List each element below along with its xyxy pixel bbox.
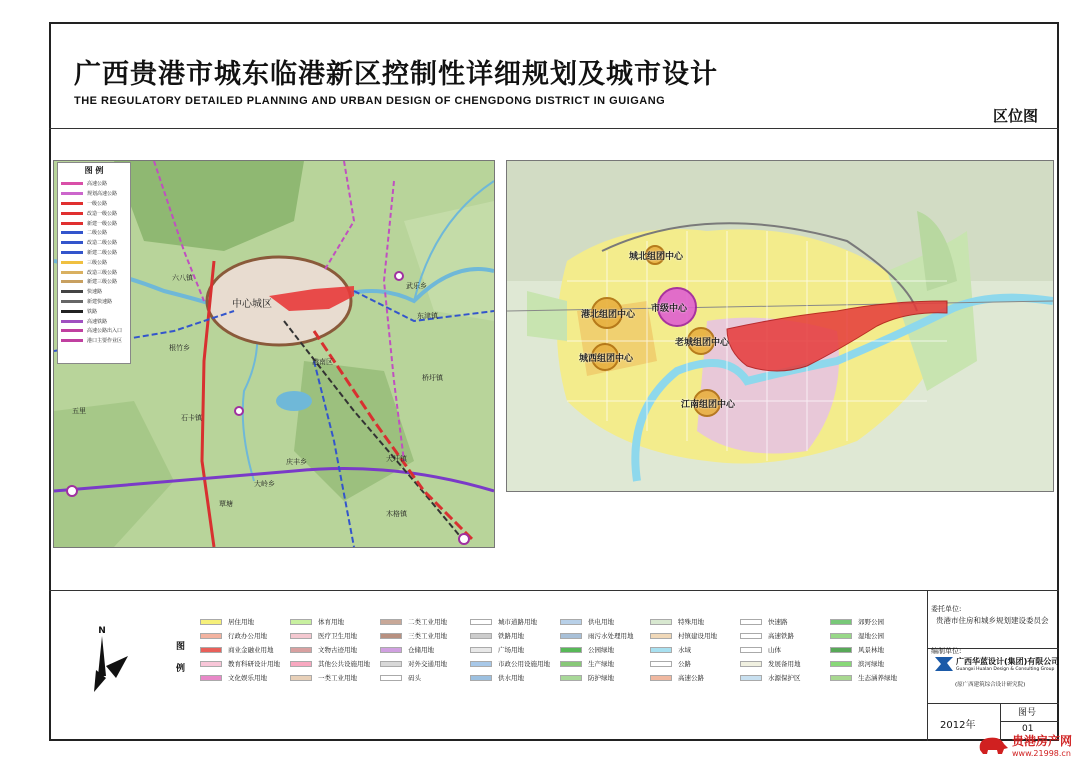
inset-legend: [57, 162, 131, 364]
legend-item: [740, 673, 801, 682]
map-place-label: 大圩镇: [386, 455, 407, 463]
map-place-label: 五里: [72, 407, 86, 415]
legend-item: [380, 631, 447, 640]
legend-swatch: [740, 633, 762, 639]
legend-item: [200, 659, 280, 668]
inset-legend-swatch: [61, 290, 83, 293]
legend-label: 对外交通用地: [408, 660, 447, 668]
legend-label: 供水用地: [498, 674, 524, 682]
map-place-label: 港南区: [312, 358, 333, 366]
legend-swatch: [830, 661, 852, 667]
legend-label: 教育科研设计用地: [228, 660, 280, 668]
legend-swatch: [830, 619, 852, 625]
north-arrow: [92, 626, 132, 696]
legend-item: [470, 631, 524, 640]
inset-legend-swatch: [61, 192, 83, 195]
inset-legend-swatch: [61, 310, 83, 313]
legend-swatch: [290, 633, 312, 639]
legend-item: [290, 617, 344, 626]
sheet-number-rule: [1000, 721, 1059, 722]
legend-swatch: [560, 633, 582, 639]
legend-label: 其他公共设施用地: [318, 660, 370, 668]
legend-label: 高速铁路: [768, 632, 794, 640]
inset-legend-item: [58, 267, 130, 277]
page-title-english: THE REGULATORY DETAILED PLANNING AND URBAN DESIGN OF CHENGDONG DISTRICT IN GUIGANG: [74, 95, 666, 107]
legend-swatch: [560, 675, 582, 681]
center-label: 港北组团中心: [581, 310, 636, 320]
inset-legend-label: 改造一级公路: [87, 210, 118, 217]
legend-swatch: [650, 619, 672, 625]
inset-legend-item: [58, 199, 130, 209]
inset-legend-item: [58, 297, 130, 307]
inset-legend-item: [58, 336, 130, 346]
legend-label: 公园绿地: [588, 646, 614, 654]
inset-legend-swatch: [61, 241, 83, 244]
inset-legend-item: [58, 306, 130, 316]
inset-legend-swatch: [61, 320, 83, 323]
legend-swatch: [290, 661, 312, 667]
legend-swatch: [650, 633, 672, 639]
legend-item: [200, 645, 274, 654]
map-place-label: 东津镇: [417, 312, 438, 320]
inset-legend-swatch: [61, 231, 83, 234]
legend-swatch: [740, 647, 762, 653]
title-divider: [49, 128, 1059, 129]
inset-legend-swatch: [61, 202, 83, 205]
legend-item: [740, 645, 781, 654]
legend-swatch: [830, 647, 852, 653]
map-place-label: 桥圩镇: [422, 374, 443, 382]
inset-legend-label: 规划高速公路: [87, 191, 118, 198]
legend-item: [650, 645, 691, 654]
legend-label: 医疗卫生用地: [318, 632, 357, 640]
map-place-label: 中心城区: [232, 299, 272, 310]
legend-label: 行政办公用地: [228, 632, 267, 640]
legend-item: [650, 631, 717, 640]
center-label: 老城组团中心: [675, 338, 730, 348]
sheet-title: 区位图: [993, 107, 1039, 125]
legend-swatch: [200, 619, 222, 625]
inset-legend-item: [58, 218, 130, 228]
client-name: 贵港市住房和城乡规划建设委员会: [936, 616, 1049, 625]
legend-item: [470, 645, 524, 654]
legend-label: 雨污水处理用地: [588, 632, 634, 640]
legend-swatch: [740, 619, 762, 625]
legend-swatch: [290, 647, 312, 653]
map-place-label: 大岭乡: [254, 480, 275, 488]
legend-label: 滨河绿地: [858, 660, 884, 668]
legend-label: 仓储用地: [408, 646, 434, 654]
inset-legend-label: 高速公路: [87, 181, 108, 188]
inset-legend-title: 图 例: [84, 166, 104, 175]
inset-legend-item: [58, 179, 130, 189]
sheet-number: 01: [1022, 724, 1034, 734]
center-label: 市级中心: [651, 304, 688, 314]
legend-item: [830, 659, 884, 668]
legend-swatch: [470, 647, 492, 653]
legend-swatch: [380, 661, 402, 667]
legend-item: [650, 617, 704, 626]
legend-swatch: [560, 619, 582, 625]
legend-label: 快速路: [768, 618, 788, 626]
legend-swatch: [380, 675, 402, 681]
legend-label: 码头: [408, 674, 421, 682]
legend-swatch: [200, 675, 222, 681]
inset-legend-label: 高速公路出入口: [87, 328, 123, 335]
legend-swatch: [200, 647, 222, 653]
legend-swatch: [560, 661, 582, 667]
inset-legend-item: [58, 326, 130, 336]
page-title: 广西贵港市城东临港新区控制性详细规划及城市设计: [74, 59, 718, 90]
sheet-number-label: 图号: [1018, 708, 1037, 718]
legend-swatch: [740, 675, 762, 681]
inset-legend-item: [58, 238, 130, 248]
inset-legend-label: 港口主要作业区: [87, 338, 123, 345]
legend-swatch: [650, 647, 672, 653]
legend-item: [650, 659, 691, 668]
legend-swatch: [740, 661, 762, 667]
watermark-url: www.21998.cn: [1011, 749, 1071, 758]
inset-legend-item: [58, 316, 130, 326]
legend-item: [560, 617, 614, 626]
legend-label: 高速公路: [678, 674, 704, 682]
legend-label: 文物古迹用地: [318, 646, 357, 654]
legend-label: 郊野公园: [858, 618, 884, 626]
inset-legend-swatch: [61, 271, 83, 274]
legend-item: [560, 645, 614, 654]
legend-item: [830, 645, 884, 654]
legend-item: [560, 673, 614, 682]
info-divider: [927, 590, 928, 741]
legend-swatch: [380, 619, 402, 625]
center-label: 江南组团中心: [681, 400, 736, 410]
legend-swatch: [470, 675, 492, 681]
inset-legend-label: 二级公路: [87, 230, 108, 237]
legend-item: [380, 673, 421, 682]
legend-item: [200, 673, 267, 682]
elephant-logo-icon: [976, 734, 1010, 756]
legend-item: [470, 659, 550, 668]
company-logo-icon: [935, 657, 953, 671]
inset-legend-label: 快速路: [87, 289, 103, 296]
legend-label: 城市道路用地: [498, 618, 537, 626]
map-place-label: 根竹乡: [169, 344, 190, 352]
designer-block: [935, 656, 1059, 672]
inset-legend-item: [58, 208, 130, 218]
legend-item: [830, 631, 884, 640]
inset-legend-label: 新建快速路: [87, 298, 113, 305]
north-label: N: [98, 626, 106, 636]
inset-legend-item: [58, 189, 130, 199]
legend-label: 村镇建设用地: [678, 632, 717, 640]
legend-label: 商业金融业用地: [228, 646, 274, 654]
legend-item: [740, 631, 794, 640]
center-label: 城北组团中心: [629, 252, 684, 262]
legend-swatch: [200, 633, 222, 639]
legend-item: [830, 617, 884, 626]
north-arrow-icon: [92, 636, 132, 692]
inset-legend-label: 新建二级公路: [87, 249, 118, 256]
land-use-legend: [200, 617, 910, 689]
legend-item: [830, 673, 897, 682]
inset-legend-label: 高速铁路: [87, 318, 108, 325]
legend-swatch: [380, 633, 402, 639]
inset-legend-swatch: [61, 182, 83, 185]
inset-legend-swatch: [61, 261, 83, 264]
legend-label: 湿地公园: [858, 632, 884, 640]
legend-label: 广场用地: [498, 646, 524, 654]
map-place-label: 武乐乡: [406, 282, 427, 290]
legend-label: 三类工业用地: [408, 632, 447, 640]
legend-label: 防护绿地: [588, 674, 614, 682]
map-place-label: 六八镇: [172, 274, 193, 282]
legend-item: [380, 645, 434, 654]
legend-item: [200, 617, 254, 626]
inset-legend-swatch: [61, 251, 83, 254]
legend-item: [200, 631, 267, 640]
legend-item: [290, 673, 357, 682]
legend-swatch: [290, 675, 312, 681]
designer-label: 编制单位:: [931, 647, 962, 655]
legend-swatch: [470, 633, 492, 639]
info-rule-2: [927, 703, 1059, 704]
inset-legend-item: [58, 257, 130, 267]
legend-label: 市政公用设施用地: [498, 660, 550, 668]
legend-label: 体育用地: [318, 618, 344, 626]
inset-legend-swatch: [61, 212, 83, 215]
inset-legend-label: 新建三级公路: [87, 279, 118, 286]
legend-label: 铁路用地: [498, 632, 524, 640]
legend-label: 发展备用地: [768, 660, 801, 668]
legend-item: [740, 617, 788, 626]
legend-label: 特殊用地: [678, 618, 704, 626]
legend-divider: [49, 590, 1059, 591]
legend-swatch: [470, 661, 492, 667]
legend-label: 供电用地: [588, 618, 614, 626]
legend-swatch: [830, 675, 852, 681]
map-place-label: 庆丰乡: [286, 458, 307, 466]
center-label: 城西组团中心: [579, 354, 634, 364]
inset-legend-swatch: [61, 329, 83, 332]
legend-swatch: [650, 675, 672, 681]
legend-item: [470, 617, 537, 626]
watermark-name: 贵港房产网: [1011, 734, 1072, 748]
inset-legend-item: [58, 248, 130, 258]
legend-label: 二类工业用地: [408, 618, 447, 626]
legend-item: [740, 659, 801, 668]
legend-swatch: [830, 633, 852, 639]
plan-year: 2012年: [940, 720, 976, 731]
inset-legend-swatch: [61, 300, 83, 303]
inset-legend-swatch: [61, 280, 83, 283]
site-watermark: [976, 732, 1072, 758]
inset-legend-label: 铁路: [87, 308, 98, 315]
legend-item: [560, 631, 634, 640]
designer-note: (原广西建筑综合设计研究院): [955, 682, 1026, 688]
inset-legend-label: 新建一级公路: [87, 220, 118, 227]
legend-swatch: [380, 647, 402, 653]
legend-label: 文化娱乐用地: [228, 674, 267, 682]
legend-label: 风景林地: [858, 646, 884, 654]
legend-item: [290, 631, 357, 640]
regional-location-map: [53, 160, 495, 548]
land-use-plan-map: [506, 160, 1054, 492]
inset-legend-label: 改造二级公路: [87, 240, 118, 247]
legend-item: [380, 617, 447, 626]
legend-label: 水源保护区: [768, 674, 801, 682]
inset-legend-swatch: [61, 339, 83, 342]
inset-legend-swatch: [61, 222, 83, 225]
legend-item: [380, 659, 447, 668]
inset-legend-label: 改造三级公路: [87, 269, 118, 276]
legend-item: [560, 659, 614, 668]
inset-legend-item: [58, 287, 130, 297]
legend-heading: 图例: [176, 642, 186, 674]
map-place-label: 石卡镇: [181, 414, 202, 422]
map-place-label: 覃塘: [219, 500, 233, 508]
legend-swatch: [290, 619, 312, 625]
legend-item: [290, 645, 357, 654]
legend-label: 山体: [768, 646, 781, 654]
map-place-label: 木格镇: [386, 510, 407, 518]
legend-label: 一类工业用地: [318, 674, 357, 682]
inset-legend-item: [58, 277, 130, 287]
legend-label: 生态涵养绿地: [858, 674, 897, 682]
client-label: 委托单位:: [931, 605, 962, 613]
legend-swatch: [470, 619, 492, 625]
inset-legend-label: 三级公路: [87, 259, 108, 266]
legend-label: 水域: [678, 646, 691, 654]
legend-item: [290, 659, 370, 668]
legend-label: 生产绿地: [588, 660, 614, 668]
designer-english: Guangxi Hualan Design & Consulting Group: [956, 667, 1055, 672]
designer-name: 广西华蓝设计(集团)有限公司: [956, 657, 1060, 666]
inset-legend-item: [58, 228, 130, 238]
inset-legend-label: 一级公路: [87, 200, 108, 207]
legend-label: 居住用地: [228, 618, 254, 626]
legend-label: 公路: [678, 660, 691, 668]
legend-item: [470, 673, 524, 682]
legend-item: [650, 673, 704, 682]
legend-swatch: [560, 647, 582, 653]
legend-swatch: [200, 661, 222, 667]
legend-swatch: [650, 661, 672, 667]
